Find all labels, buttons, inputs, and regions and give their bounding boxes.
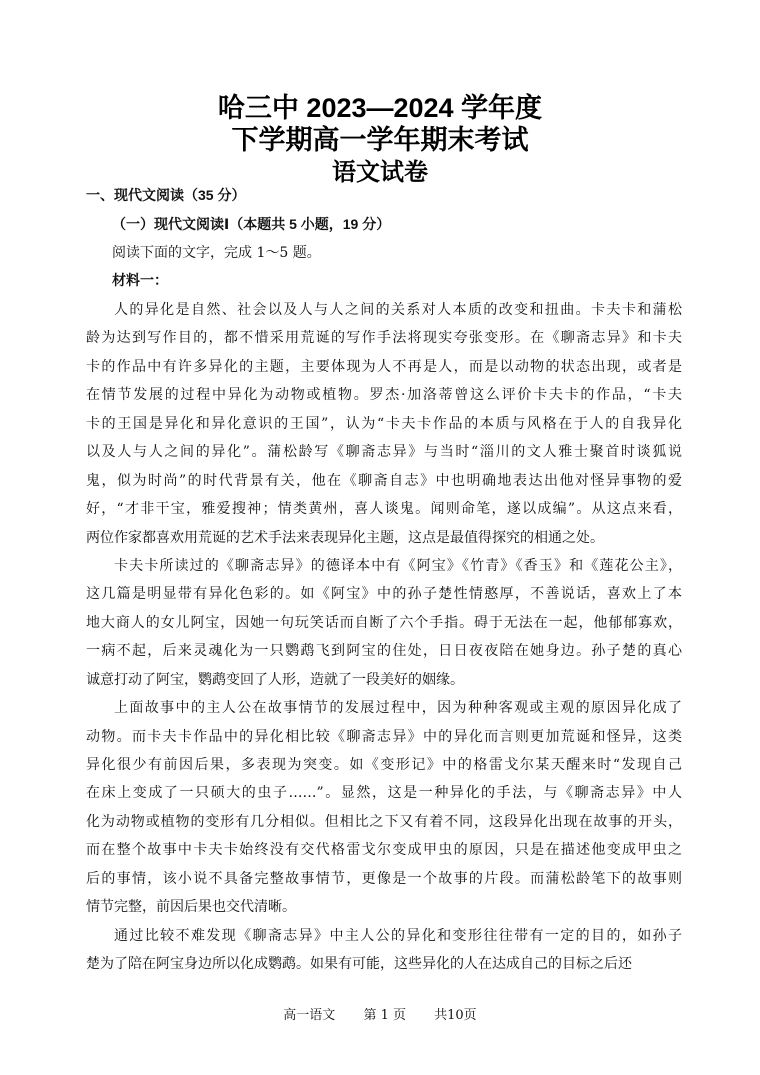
- subsection-heading: （一）现代文阅读Ⅰ（本题共 5 小题，19 分）: [112, 216, 391, 232]
- passage-line: 通过比较不难发现《聊斋志异》中主人公的异化和变形往往带有一定的目的，如孙子: [114, 927, 682, 944]
- passage-line: 人的异化是自然、社会以及人与人之间的关系对人本质的改变和扭曲。卡夫卡和蒲松: [114, 302, 682, 318]
- page-footer: [0, 1004, 760, 1023]
- passage-body: [86, 296, 682, 979]
- passage-line: 异化很少有前因后果，多表现为突变。如《变形记》中的格雷戈尔某天醒来时“发现自己: [86, 757, 682, 773]
- material-label: 材料一：: [112, 272, 168, 288]
- passage-line: 这几篇是明显带有异化色彩的。如《阿宝》中的孙子楚性情憨厚，不善说话，喜欢上了本: [86, 586, 682, 603]
- passage-line: 好，“才非干宝，雅爱搜神；情类黄州，喜人谈鬼。闻则命笔，遂以成编”。从这点来看，: [86, 501, 682, 518]
- passage-line: 化为动物或植物的变形有几分相似。但相比之下又有着不同，这段异化出现在故事的开头，: [86, 813, 682, 830]
- passage-line: 两位作家都喜欢用荒诞的艺术手法来表现异化主题，这点是最值得探究的相通之处。: [86, 529, 604, 546]
- passage-line: 在情节发展的过程中异化为动物或植物。罗杰·加洛蒂曾这么评价卡夫卡的作品，“卡夫: [86, 387, 682, 404]
- passage-line: 卡的作品中有许多异化的主题，主要体现为人不再是人，而是以动物的状态出现，或者是: [86, 358, 682, 375]
- exam-title-school-year: 哈三中 2023—2024 学年度: [217, 93, 543, 123]
- passage-line: 而在整个故事中卡夫卡始终没有交代格雷戈尔变成甲虫的原因，只是在描述他变成甲虫之: [86, 842, 682, 859]
- passage-line: 以及人与人之间的异化”。蒲松龄写《聊斋志异》与当时“淄川的文人雅士聚首时谈狐说: [86, 444, 682, 461]
- passage-line: 卡的王国是异化和异化意识的王国”，认为“卡夫卡作品的本质与风格在于人的自我异化: [86, 415, 682, 432]
- passage-line: 上面故事中的主人公在故事情节的发展过程中，因为种种客观或主观的原因异化成了: [114, 700, 682, 717]
- footer-total-pages: 共10页: [434, 1008, 477, 1023]
- passage-line: 卡夫卡所读过的《聊斋志异》的德译本中有《阿宝》《竹青》《香玉》和《莲花公主》，: [114, 557, 682, 574]
- footer-subject: 高一语文: [283, 1008, 336, 1023]
- passage-line: 诚意打动了阿宝，鹦鹉变回了人形，造就了一段美好的姻缘。: [86, 671, 464, 688]
- passage-line: 情节完整，前因后果也交代清晰。: [86, 899, 296, 916]
- passage-line: 在床上变成了一只硕大的虫子……”。显然，这是一种异化的手法，与《聊斋志异》中人: [86, 785, 682, 802]
- passage-line: 楚为了陪在阿宝身边所以化成鹦鹉。如果有可能，这些异化的人在达成自己的目标之后还: [86, 956, 632, 973]
- section-heading: 一、现代文阅读（35 分）: [86, 187, 246, 203]
- passage-line: 一病不起，后来灵魂化为一只鹦鹉飞到阿宝的住处，日日夜夜陪在她身边。孙子楚的真心: [86, 643, 682, 660]
- passage-line: 后的事情，该小说不具备完整故事情节，更像是一个故事的片段。而蒲松龄笔下的故事则: [86, 870, 682, 887]
- footer-page-number: 第 1 页: [363, 1008, 406, 1023]
- passage-line: 龄为达到写作目的，都不惜采用荒诞的写作手法将现实夸张变形。在《聊斋志异》和卡夫: [86, 330, 682, 347]
- passage-line: 地大商人的女儿阿宝，因她一句玩笑话而自断了六个手指。碍于无法在一起，他郁郁寡欢，: [86, 614, 682, 631]
- exam-title-term: 下学期高一学年期末考试: [231, 125, 529, 155]
- reading-instruction: 阅读下面的文字，完成 1～5 题。: [112, 245, 321, 261]
- passage-line: 动物。而卡夫卡作品中的异化相比较《聊斋志异》中的异化而言则更加荒诞和怪异，这类: [86, 728, 682, 745]
- passage-line: 鬼，似为时尚”的时代背景有关，他在《聊斋自志》中也明确地表达出他对怪异事物的爱: [86, 472, 682, 489]
- exam-title-subject: 语文试卷: [332, 157, 428, 186]
